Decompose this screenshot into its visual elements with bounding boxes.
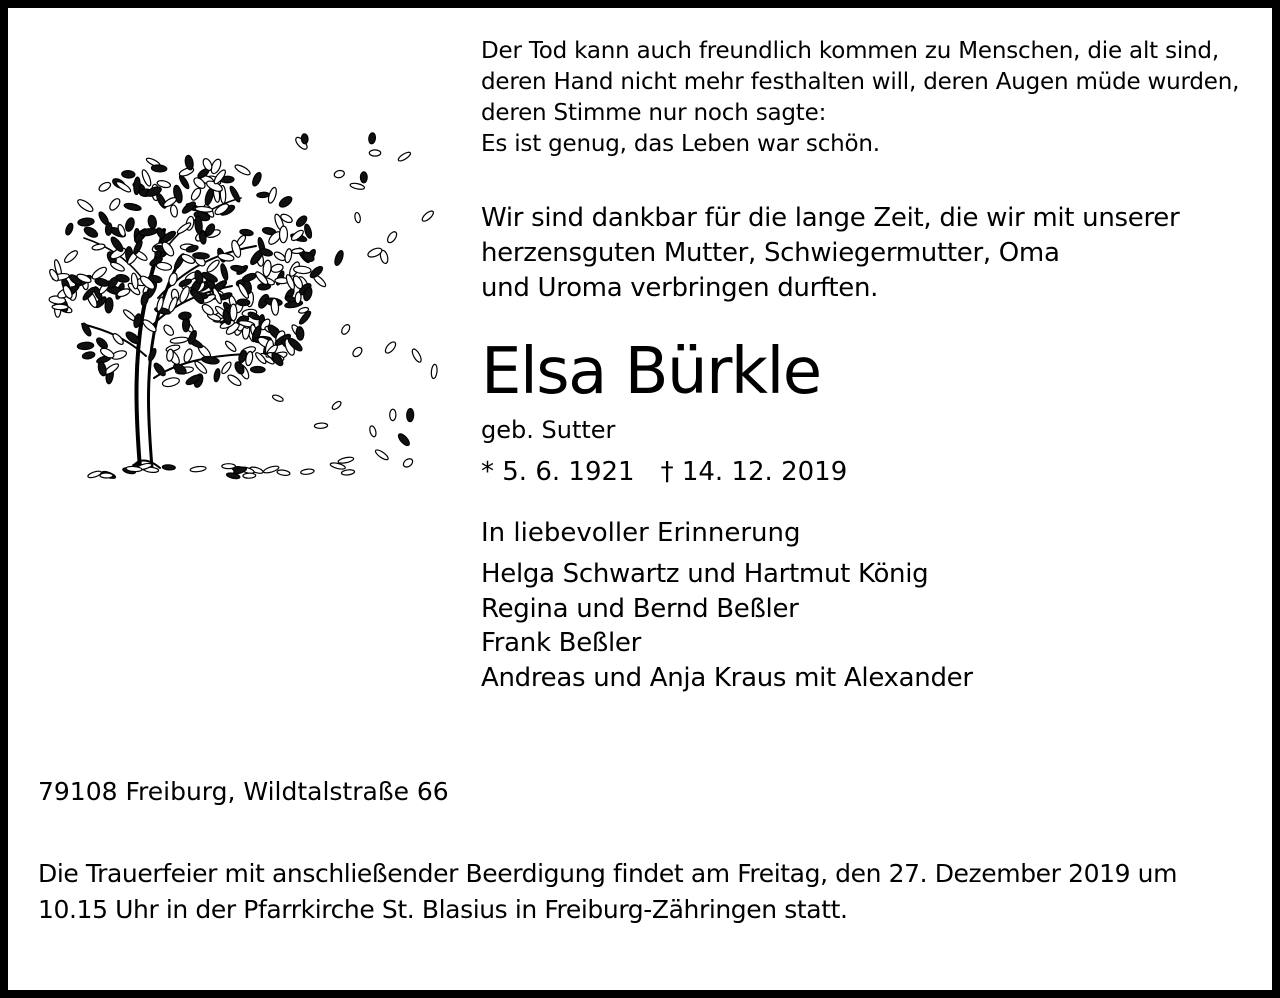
leaf-icon xyxy=(95,336,109,350)
leaf-icon xyxy=(295,292,302,304)
leaf-icon xyxy=(78,217,95,226)
ceremony-notice xyxy=(38,856,1177,928)
leaf-icon xyxy=(333,250,345,267)
leaf-icon xyxy=(296,326,305,340)
poem xyxy=(481,36,1239,160)
memory-line: In liebevoller Erinnerung xyxy=(481,518,801,548)
leaf-icon xyxy=(83,225,100,239)
leaf-icon xyxy=(162,376,181,388)
leaf-icon xyxy=(80,322,92,337)
leaf-icon xyxy=(162,464,175,470)
leaf-icon xyxy=(257,192,270,198)
leaf-icon xyxy=(63,249,79,264)
leaf-icon xyxy=(167,296,179,313)
leaf-icon xyxy=(360,172,367,183)
leaf-icon xyxy=(213,368,220,382)
leaf-icon xyxy=(272,394,284,403)
leaf-icon xyxy=(108,197,122,212)
leaf-icon xyxy=(251,171,263,187)
leaf-icon xyxy=(151,164,167,172)
leaf-icon xyxy=(384,340,398,355)
family-member: Frank Beßler xyxy=(481,628,642,658)
leaf-icon xyxy=(368,132,376,144)
gratitude-text xyxy=(481,201,1179,306)
leaf-icon xyxy=(97,211,110,226)
maiden-name: geb. Sutter xyxy=(481,416,616,444)
leaf-icon xyxy=(340,323,351,335)
leaf-icon xyxy=(267,187,278,204)
family-member: Regina und Bernd Beßler xyxy=(481,593,799,624)
leaf-icon xyxy=(341,469,355,476)
leaf-icon xyxy=(140,292,150,307)
tree-leaves xyxy=(48,132,438,479)
gratitude-line: Wir sind dankbar für die lange Zeit, die wir mit unserer xyxy=(481,203,1180,233)
leaf-icon xyxy=(98,181,112,193)
mourning-address: 79108 Freiburg, Wildtalstraße 66 xyxy=(38,777,449,806)
leaf-icon xyxy=(351,346,363,359)
leaf-icon xyxy=(334,169,346,178)
leaf-icon xyxy=(220,361,233,375)
life-dates xyxy=(481,453,847,491)
leaf-icon xyxy=(406,408,413,421)
leaf-icon xyxy=(369,425,377,437)
leaf-icon xyxy=(431,364,438,379)
birth-date: * 5. 6. 1921 xyxy=(481,457,635,487)
leaf-icon xyxy=(397,151,412,163)
leaf-icon xyxy=(314,423,327,429)
leaf-icon xyxy=(374,448,389,461)
leaf-icon xyxy=(243,473,256,478)
leaf-icon xyxy=(147,215,157,229)
ceremony-line: 10.15 Uhr in der Pfarrkirche St. Blasius in Freiburg-Zähringen statt. xyxy=(38,895,848,924)
leaf-icon xyxy=(277,469,291,476)
poem-line: deren Stimme nur noch sagte: xyxy=(481,100,827,126)
leaf-icon xyxy=(224,340,237,353)
leaf-icon xyxy=(82,351,96,360)
death-date: † 14. 12. 2019 xyxy=(660,457,848,487)
leaf-icon xyxy=(338,456,354,464)
family-list xyxy=(481,557,973,695)
leaf-icon xyxy=(369,150,380,156)
leaf-icon xyxy=(278,194,294,209)
leaf-icon xyxy=(170,204,179,217)
leaf-icon xyxy=(219,263,229,281)
leaf-icon xyxy=(411,348,423,364)
leaf-icon xyxy=(193,252,210,259)
leaf-icon xyxy=(190,187,203,202)
leaf-icon xyxy=(147,348,157,362)
leaf-icon xyxy=(273,250,287,262)
leaf-icon xyxy=(139,227,158,236)
leaf-icon xyxy=(421,209,435,223)
leaf-icon xyxy=(76,198,95,214)
leaf-icon xyxy=(178,312,191,320)
leaf-icon xyxy=(247,311,261,321)
leaf-icon xyxy=(331,400,342,411)
leaf-icon xyxy=(217,252,234,262)
leaf-icon xyxy=(234,163,252,177)
windblown-tree-icon xyxy=(36,118,440,484)
leaf-icon xyxy=(397,432,412,447)
leaf-icon xyxy=(239,229,253,237)
leaf-icon xyxy=(190,466,206,473)
leaf-icon xyxy=(291,248,303,254)
leaf-icon xyxy=(279,226,287,243)
leaf-icon xyxy=(156,261,172,271)
family-member: Andreas und Anja Kraus mit Alexander xyxy=(481,662,973,693)
leaf-icon xyxy=(386,230,399,244)
leaf-icon xyxy=(124,202,142,211)
gratitude-line: und Uroma verbringen durften. xyxy=(481,273,879,303)
leaf-icon xyxy=(301,134,308,144)
leaf-icon xyxy=(167,272,178,287)
leaf-icon xyxy=(124,217,135,232)
family-member: Helga Schwartz und Hartmut König xyxy=(481,559,929,589)
deceased-name: Elsa Bürkle xyxy=(481,335,821,409)
leaf-icon xyxy=(170,336,188,344)
leaf-icon xyxy=(354,212,361,223)
leaf-icon xyxy=(109,261,125,273)
leaf-icon xyxy=(97,361,107,377)
ceremony-line: Die Trauerfeier mit anschließender Beerdigung findet am Freitag, den 27. Dezember 2019 um xyxy=(38,859,1178,888)
leaf-icon xyxy=(77,342,94,350)
poem-line: Der Tod kann auch freundlich kommen zu Menschen, die alt sind, xyxy=(481,38,1219,64)
leaf-icon xyxy=(52,304,68,310)
leaf-icon xyxy=(300,468,314,475)
leaf-icon xyxy=(121,170,135,178)
leaf-icon xyxy=(184,155,194,171)
leaf-icon xyxy=(350,182,365,190)
leaf-icon xyxy=(241,272,257,283)
leaf-icon xyxy=(222,464,236,469)
leaf-icon xyxy=(226,373,242,387)
leaf-icon xyxy=(237,299,250,306)
leaf-icon xyxy=(162,323,175,337)
leaf-icon xyxy=(64,222,74,236)
gratitude-line: herzensguten Mutter, Schwiegermutter, Oma xyxy=(481,238,1060,268)
leaf-icon xyxy=(250,366,265,372)
leaf-icon xyxy=(100,473,113,478)
poem-line: deren Hand nicht mehr festhalten will, deren Augen müde wurden, xyxy=(481,69,1240,95)
leaf-icon xyxy=(390,409,396,421)
poem-line: Es ist genug, das Leben war schön. xyxy=(481,131,880,157)
leaf-icon xyxy=(126,466,142,472)
leaf-icon xyxy=(94,277,110,287)
leaf-icon xyxy=(178,285,191,303)
leaf-icon xyxy=(92,243,106,251)
leaf-icon xyxy=(402,457,414,469)
